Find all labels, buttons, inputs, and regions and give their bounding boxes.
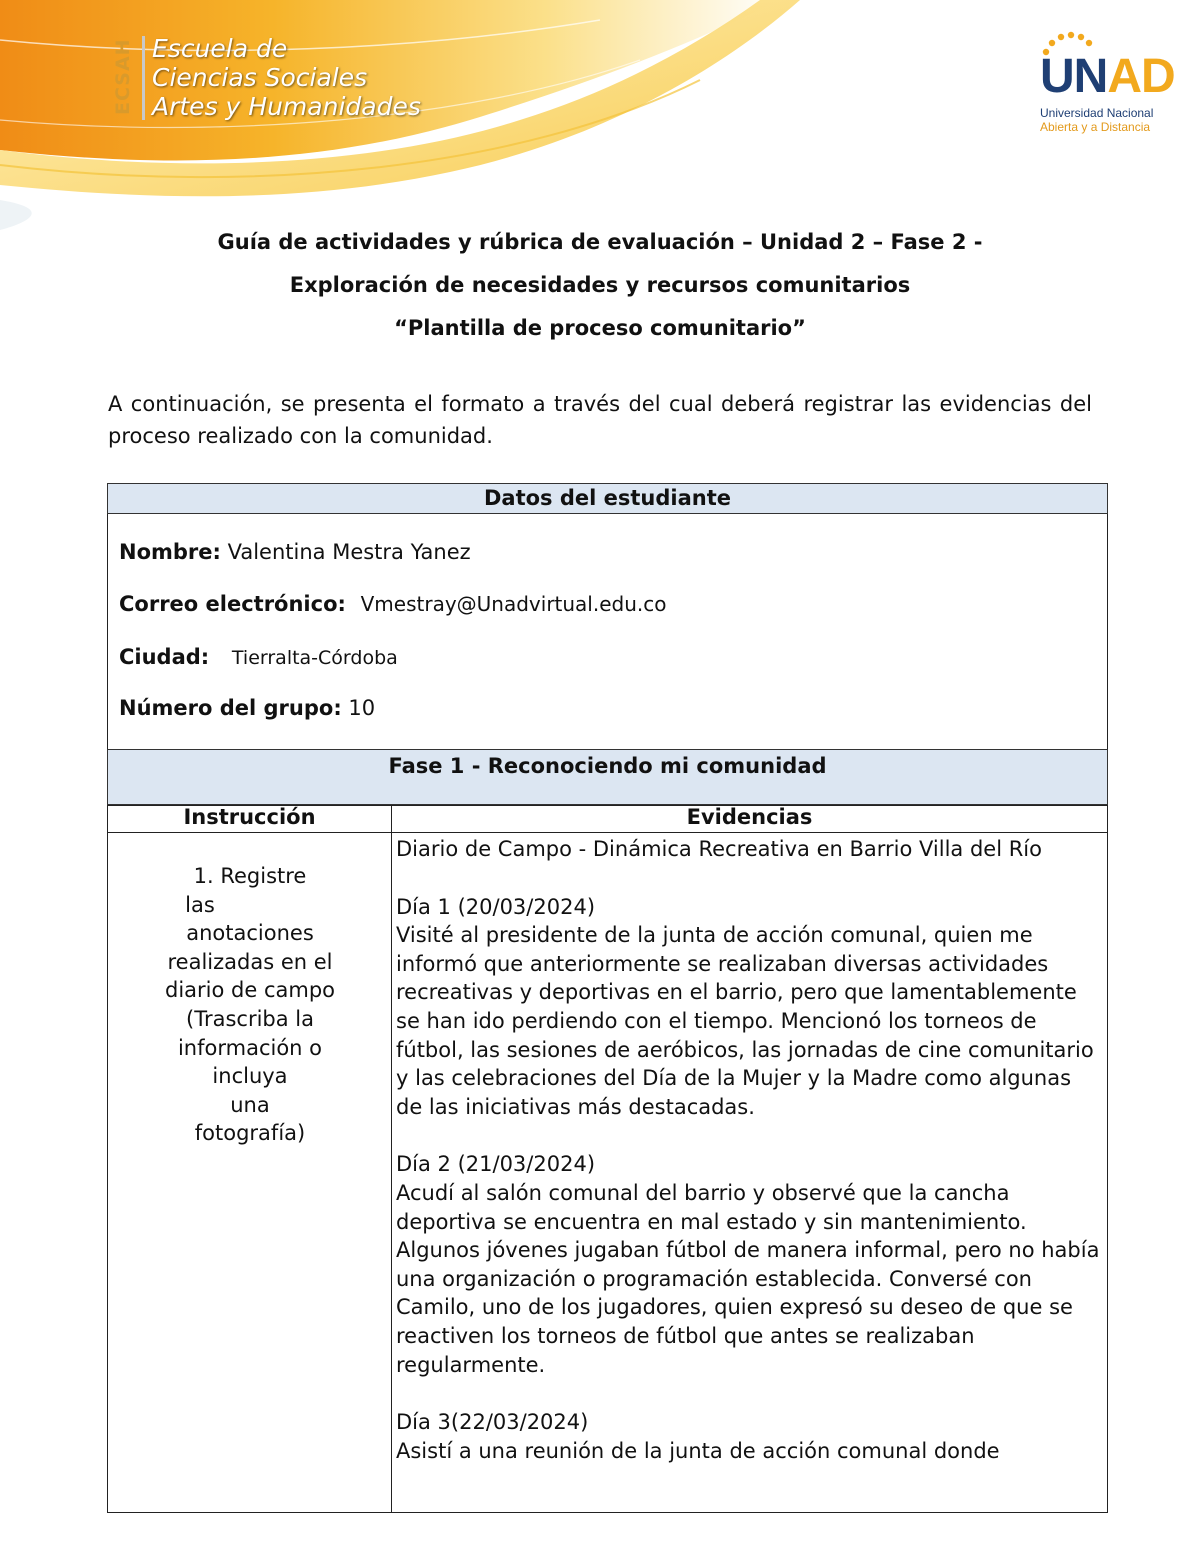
instruction-line: realizadas en el <box>167 949 333 974</box>
instruction-line: incluya <box>212 1064 288 1089</box>
table-border-right <box>1107 514 1108 750</box>
evidence-column-header: Evidencias <box>686 805 813 829</box>
instruction-column-header: Instrucción <box>183 805 316 829</box>
group-label: Número del grupo: <box>119 696 342 720</box>
student-city-row <box>119 645 398 669</box>
instruction-line: las <box>185 892 215 917</box>
table-border-bottom <box>107 1512 1108 1513</box>
name-label: Nombre: <box>119 540 221 564</box>
intro-paragraph: A continuación, se presenta el formato a través del cual deberá registrar las evidencias del proceso realizado con la comunidad. <box>108 392 1092 448</box>
student-name-row <box>119 540 471 564</box>
city-label: Ciudad: <box>119 645 210 669</box>
instruction-line: diario de campo <box>165 978 335 1003</box>
col-head-bottom-border <box>107 832 1108 833</box>
table-border-left-lower <box>107 805 108 1513</box>
ecsah-abbrev: ECSAH <box>112 38 134 116</box>
doc-title-line1: Guía de actividades y rúbrica de evaluación – Unidad 2 – Fase 2 - <box>217 230 983 254</box>
group-value: 10 <box>348 696 376 720</box>
instruction-line: una <box>230 1092 270 1117</box>
email-value: Vmestray@Unadvirtual.edu.co <box>360 592 667 616</box>
doc-title-line2: Exploración de necesidades y recursos comunitarios <box>289 273 911 297</box>
instruction-line: (Trascriba la <box>186 1006 314 1031</box>
name-value: Valentina Mestra Yanez <box>227 540 471 564</box>
instruction-line: fotografía) <box>194 1121 306 1146</box>
school-line-2: Ciencias Sociales <box>152 63 368 92</box>
university-name-line1: Universidad Nacional <box>1040 106 1154 120</box>
day1-text: Visité al presidente de la junta de acción comunal, quien me informó que anteriormente se realizaban diversas actividades recreativas y deportivas en el barrio, pero que lamentablemente se han ido perdiendo con el tiempo. Mencionó los torneos de fútbol, las sesiones de aeróbicos, las jornadas de cine comunitario y las celebraciones del Día de la Mujer y la Madre como algunas de las iniciativas más destacadas. <box>396 923 1094 1119</box>
ecsah-divider <box>142 36 145 120</box>
column-divider <box>391 805 392 1513</box>
university-name-line2: Abierta y a Distancia <box>1040 120 1151 134</box>
day3-title: Día 3(22/03/2024) <box>396 1410 589 1435</box>
instruction-text <box>140 862 360 1148</box>
day2-title: Día 2 (21/03/2024) <box>396 1152 596 1177</box>
school-line-1: Escuela de <box>152 34 288 63</box>
student-section-header: Datos del estudiante <box>107 483 1108 514</box>
student-group-row <box>119 696 375 720</box>
phase-header: Fase 1 - Reconociendo mi comunidad <box>107 749 1108 805</box>
day2-text: Acudí al salón comunal del barrio y observé que la cancha deportiva se encuentra en mal estado y sin mantenimiento. Algunos jóvenes jugaban fútbol de manera informal, pero no había una organización o programación establecida. Conversé con Camilo, uno de los jugadores, quien expresó su deseo de que se reactiven los torneos de fútbol que antes se realizaban regularmente. <box>396 1180 1100 1377</box>
instruction-line: anotaciones <box>186 921 314 946</box>
email-label: Correo electrónico: <box>119 592 346 616</box>
doc-title-line3: “Plantilla de proceso comunitario” <box>394 316 806 340</box>
evidence-text <box>396 835 1108 1465</box>
school-logo-text <box>152 34 421 121</box>
city-value: Tierralta-Córdoba <box>231 647 398 669</box>
evidence-heading: Diario de Campo - Dinámica Recreativa en Barrio Villa del Río <box>396 837 1042 861</box>
table-border-left <box>107 514 108 750</box>
unad-logo: UNAD <box>1040 50 1175 103</box>
instruction-line: información o <box>177 1035 323 1060</box>
school-line-3: Artes y Humanidades <box>152 92 421 121</box>
instruction-line: 1. Registre <box>193 864 307 888</box>
student-email-row <box>119 592 667 616</box>
day1-title: Día 1 (20/03/2024) <box>396 894 596 919</box>
day3-text: Asistí a una reunión de la junta de acción comunal donde <box>396 1438 1000 1463</box>
